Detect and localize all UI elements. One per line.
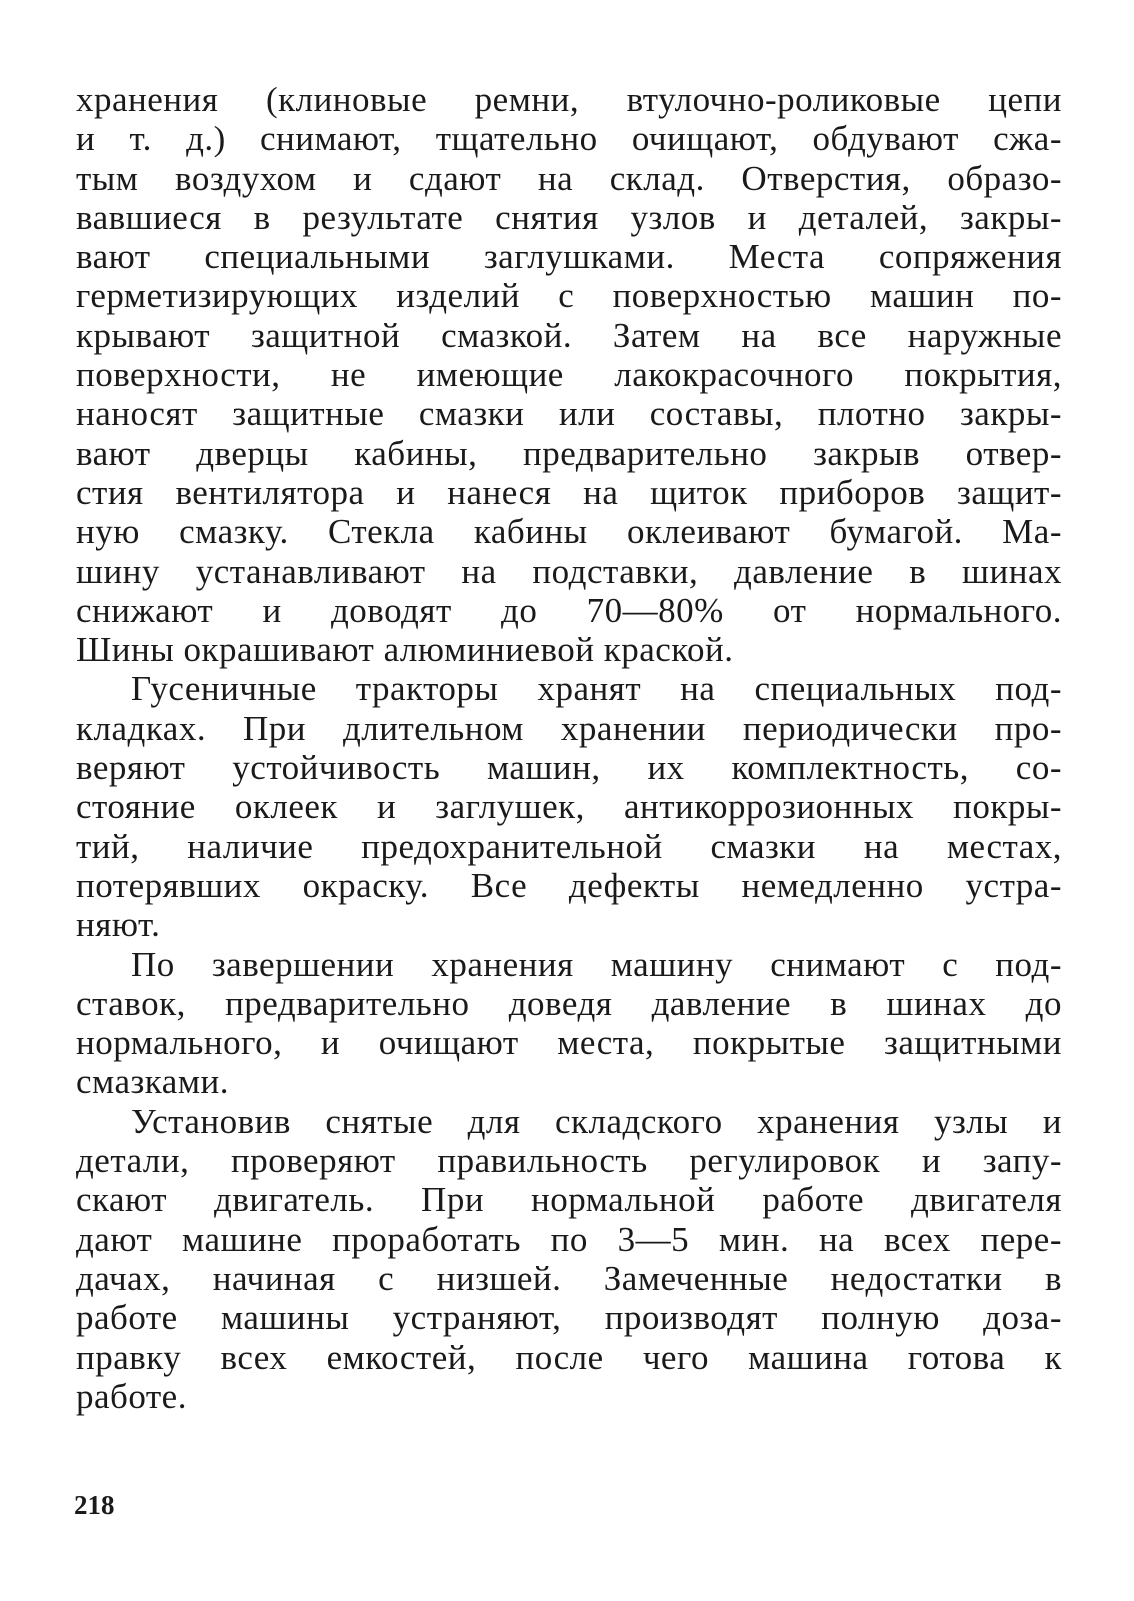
text-line: крывают защитной смазкой. Затем на все наружные	[76, 315, 1062, 355]
text-line: дают машине проработать по 3—5 мин. на всех пере-	[76, 1219, 1062, 1259]
page-number: 218	[74, 1490, 115, 1520]
text-line: поверхности, не имеющие лакокрасочного покрытия,	[76, 355, 1062, 395]
text-line: правку всех емкостей, после чего машина готова к	[76, 1337, 1062, 1377]
text-line: стия вентилятора и нанеся на щиток приборов защит-	[76, 472, 1062, 512]
text-line: работе машины устраняют, производят полную доза-	[76, 1298, 1062, 1338]
text-line: По завершении хранения машину снимают с под-	[131, 944, 1062, 984]
text-line: Гусеничные тракторы хранят на специальных под-	[131, 669, 1062, 709]
text-line: смазками.	[76, 1062, 229, 1102]
text-line: и т. д.) снимают, тщательно очищают, обдувают сжа-	[76, 119, 1062, 159]
text-line: работе.	[76, 1376, 187, 1416]
text-line: Шины окрашивают алюминиевой краской.	[76, 630, 734, 670]
text-line: потерявших окраску. Все дефекты немедленно устра-	[76, 865, 1062, 905]
text-line: герметизирующих изделий с поверхностью машин по-	[76, 276, 1062, 316]
text-line: дачах, начиная с низшей. Замеченные недостатки в	[76, 1258, 1062, 1298]
text-line: скают двигатель. При нормальной работе двигателя	[76, 1180, 1062, 1220]
text-line: хранения (клиновые ремни, втулочно-роликовые цепи	[76, 80, 1062, 119]
text-line: шину устанавливают на подставки, давление в шинах	[76, 551, 1062, 591]
text-line: детали, проверяют правильность регулировок и запу-	[76, 1141, 1062, 1181]
text-line: вают дверцы кабины, предварительно закрыв отвер-	[76, 433, 1062, 473]
text-line: тым воздухом и сдают на склад. Отверстия, образо-	[76, 158, 1062, 198]
paragraph-4	[76, 1102, 1062, 1416]
text-line: няют.	[76, 905, 161, 945]
text-line: Установив снятые для складского хранения узлы и	[131, 1101, 1062, 1141]
paragraph-1	[76, 80, 1062, 669]
text-line: вавшиеся в результате снятия узлов и деталей, закры-	[76, 197, 1062, 237]
text-line: нормального, и очищают места, покрытые защитными	[76, 1023, 1062, 1063]
text-line: ставок, предварительно доведя давление в шинах до	[76, 983, 1062, 1023]
text-line: стояние оклеек и заглушек, антикоррозионных покры-	[76, 787, 1062, 827]
paragraph-2	[76, 669, 1062, 944]
text-line: тий, наличие предохранительной смазки на местах,	[76, 826, 1062, 866]
page-body	[76, 80, 1062, 1416]
text-line: наносят защитные смазки или составы, плотно закры-	[76, 394, 1062, 434]
paragraph-3	[76, 945, 1062, 1102]
text-line: снижают и доводят до 70—80% от нормального.	[76, 590, 1062, 630]
text-line: вают специальными заглушками. Места сопряжения	[76, 237, 1062, 277]
text-line: веряют устойчивость машин, их комплектность, со-	[76, 748, 1062, 788]
text-line: кладках. При длительном хранении периодически про-	[76, 708, 1062, 748]
text-line: ную смазку. Стекла кабины оклеивают бумагой. Ма-	[76, 512, 1062, 552]
